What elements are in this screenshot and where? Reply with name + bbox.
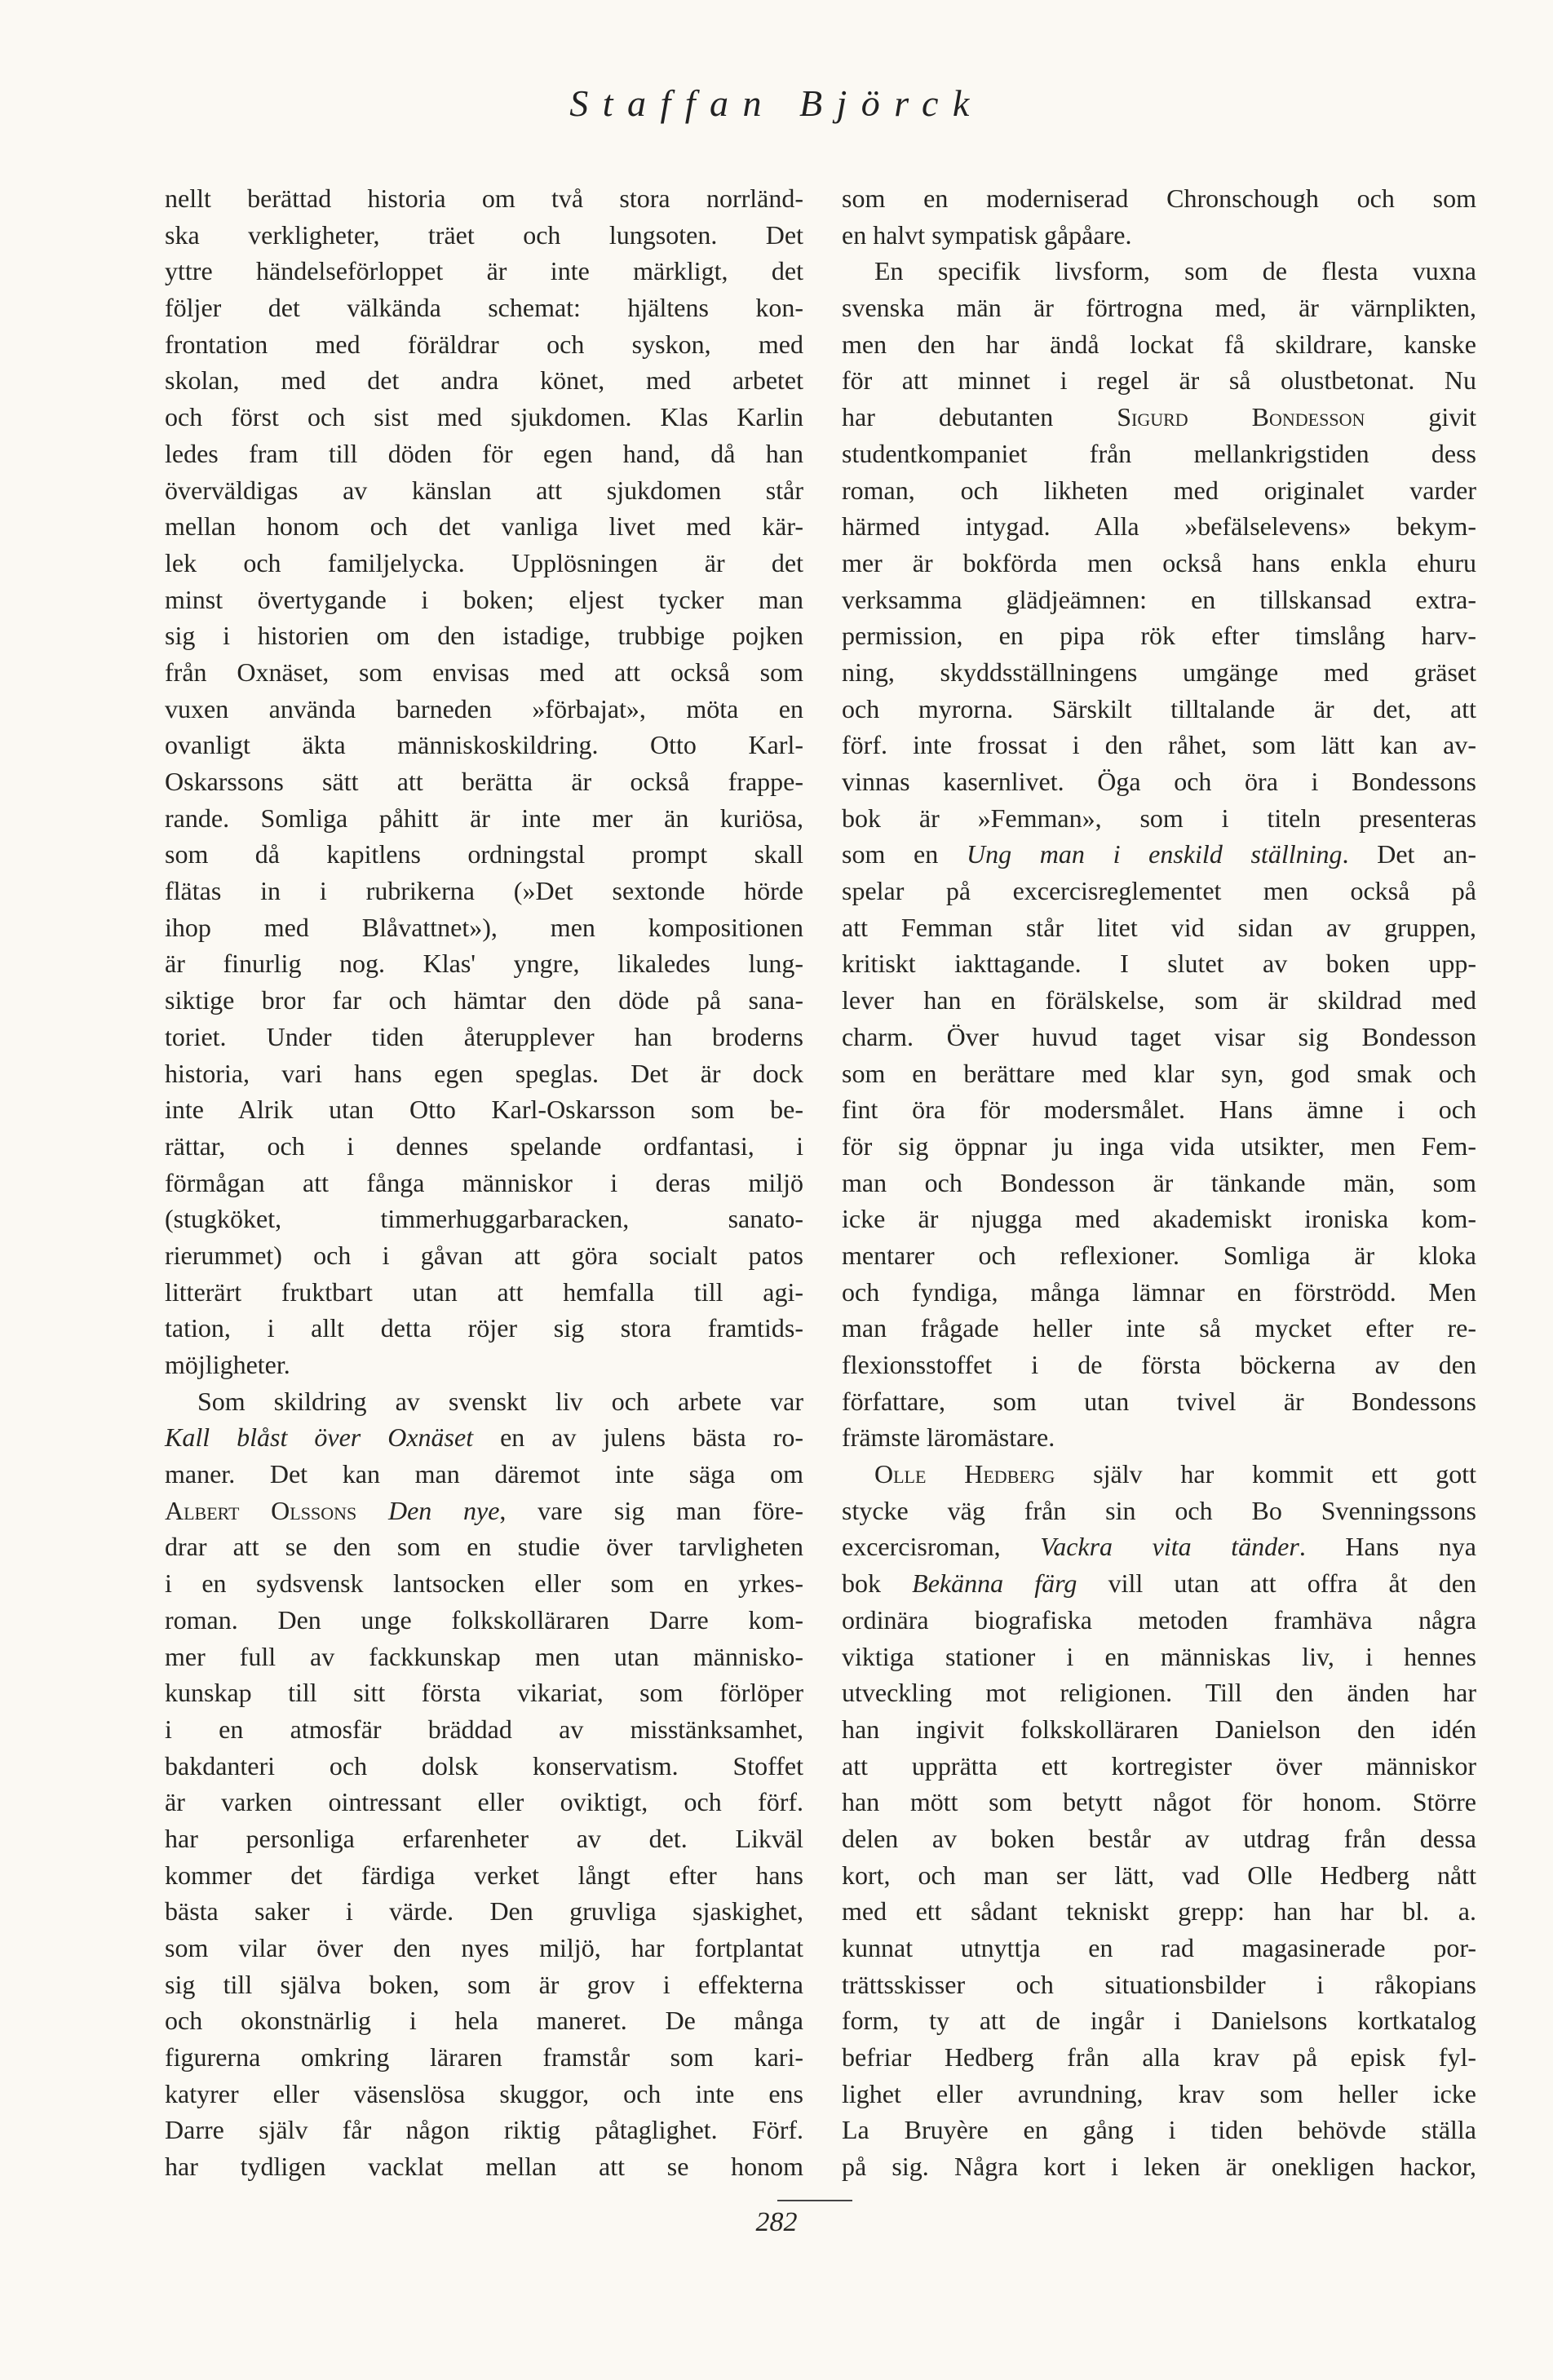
text-line: förf. inte frossat i den råhet, som lätt kan av-	[842, 730, 1476, 760]
text-line: men den har ändå lockat få skildrare, kanske	[842, 329, 1476, 359]
text-segment: bok	[842, 1568, 913, 1599]
right-column	[842, 180, 1476, 2185]
text-line: frontation med föräldrar och syskon, med	[165, 329, 803, 359]
text-line: rande. Somliga påhitt är inte mer än kuriösa,	[165, 803, 803, 833]
text-line: roman, och likheten med originalet varder	[842, 475, 1476, 505]
italic-title: Kall blåst över Oxnäset	[165, 1422, 474, 1453]
text-line: på sig. Några kort i leken är onekligen hackor,	[842, 2152, 1476, 2182]
text-line: historia, vari hans egen speglas. Det är dock	[165, 1058, 803, 1088]
text-line: att upprätta ett kortregister över människor	[842, 1750, 1476, 1781]
text-line: som en moderniserad Chronschough och som	[842, 184, 1476, 213]
text-line: verksamma glädjeämnen: en tillskansad extra-	[842, 584, 1476, 614]
text-line: studentkompaniet från mellankrigstiden dess	[842, 438, 1476, 468]
text-line: En specifik livsform, som de flesta vuxna	[874, 256, 1476, 286]
text-line: Darre själv får någon riktig påtaglighet. Förf.	[165, 2115, 803, 2145]
text-line: viktiga stationer i en människas liv, i hennes	[842, 1641, 1476, 1671]
text-line	[842, 1528, 1476, 1565]
text-line: att Femman står litet vid sidan av gruppen,	[842, 912, 1476, 942]
text-line: man frågade heller inte så mycket efter re-	[842, 1313, 1476, 1343]
paragraph	[842, 1456, 1476, 2185]
italic-title: Bekänna färg	[912, 1568, 1077, 1599]
text-line: mer full av fackkunskap men utan människo-	[165, 1641, 803, 1671]
text-line: tation, i allt detta röjer sig stora framtids-	[165, 1313, 803, 1343]
italic-title: Vackra vita tänder	[1040, 1532, 1299, 1562]
text-segment: en av julens bästa ro-	[473, 1422, 804, 1453]
text-line: rättar, och i dennes spelande ordfantasi, i	[165, 1130, 803, 1161]
paragraph	[165, 180, 803, 1383]
text-line: flexionsstoffet i de första böckerna av den	[842, 1350, 1476, 1379]
text-line: författare, som utan tvivel är Bondessons	[842, 1386, 1476, 1416]
text-line: toriet. Under tiden återupplever han broderns	[165, 1021, 803, 1051]
text-segment: , vare sig man före-	[499, 1495, 804, 1525]
text-line: kommer det färdiga verket långt efter hans	[165, 1860, 803, 1890]
text-line: ihop med Blåvattnet»), men kompositionen	[165, 912, 803, 942]
text-line: kritiskt iakttagande. I slutet av boken upp-	[842, 949, 1476, 979]
text-segment: . Hans nya	[1299, 1532, 1477, 1562]
text-line: för att minnet i regel är så olustbetonat. Nu	[842, 365, 1476, 396]
text-line: siktige bror far och hämtar den döde på sana-	[165, 985, 803, 1015]
text-line: trättsskisser och situationsbilder i råkopians	[842, 1969, 1476, 1999]
text-line: och fyndiga, många lämnar en förströdd. Men	[842, 1276, 1476, 1307]
text-line: bästa saker i värde. Den gruvliga sjaskighet,	[165, 1896, 803, 1927]
text-line	[842, 836, 1476, 873]
text-line: och först och sist med sjukdomen. Klas Karlin	[165, 402, 803, 432]
text-line	[842, 399, 1476, 436]
text-line: flätas in i rubrikerna (»Det sextonde hörde	[165, 876, 803, 906]
text-line: en halvt sympatisk gåpåare.	[842, 219, 1132, 250]
text-line: han mött som betytt något för honom. Större	[842, 1787, 1476, 1817]
text-line: vinnas kasernlivet. Öga och öra i Bondessons	[842, 767, 1476, 796]
text-line: möjligheter.	[165, 1350, 290, 1379]
text-line: som vilar över den nyes miljö, har fortplantat	[165, 1933, 803, 1962]
running-head-author: Staffan Björck	[569, 82, 984, 124]
text-line: med ett sådant tekniskt grepp: han har bl. a.	[842, 1896, 1476, 1927]
text-line: maner. Det kan man däremot inte säga om	[165, 1459, 803, 1489]
text-line: icke är njugga med akademiskt ironiska kom-	[842, 1204, 1476, 1234]
text-line: fint öra för modersmålet. Hans ämne i och	[842, 1095, 1476, 1125]
text-line	[842, 1565, 1476, 1602]
text-line: mentarer och reflexioner. Somliga är kloka	[842, 1240, 1476, 1270]
text-line: förmågan att fånga människor i deras miljö	[165, 1167, 803, 1197]
text-line: bakdanteri och dolsk konservatism. Stoffet	[165, 1750, 803, 1781]
text-line: i en sydsvensk lantsocken eller som en yrkes-	[165, 1568, 803, 1599]
text-line: lighet eller avrundning, krav som heller icke	[842, 2078, 1476, 2108]
text-line: kunnat utnyttja en rad magasinerade por-	[842, 1933, 1476, 1962]
text-line: skolan, med det andra könet, med arbetet	[165, 365, 803, 396]
text-line: ordinära biografiska metoden framhäva några	[842, 1604, 1476, 1635]
page-number-rule	[777, 2200, 852, 2201]
text-line: man och Bondesson är tänkande män, som	[842, 1167, 1476, 1197]
text-segment: själv har kommit ett gott	[1055, 1459, 1476, 1489]
text-line: Oskarssons sätt att berätta är också frappe-	[165, 767, 803, 796]
italic-title: Den nye	[387, 1495, 500, 1525]
text-line: som en berättare med klar syn, god smak och	[842, 1058, 1476, 1088]
text-line: litterärt fruktbart utan att hemfalla till agi-	[165, 1276, 803, 1307]
page-number: 282	[755, 2207, 798, 2237]
text-line: i en atmosfär bräddad av misstänksamhet,	[165, 1714, 803, 1744]
text-line: mer är bokförda men också hans enkla ehuru	[842, 547, 1476, 577]
left-column	[165, 180, 803, 2185]
text-line: härmed intygad. Alla »befälselevens» bekym-	[842, 511, 1476, 542]
text-line: för sig öppnar ju inga vida utsikter, men Fem-	[842, 1130, 1476, 1161]
text-line: (stugköket, timmerhuggarbaracken, sanato-	[165, 1204, 803, 1234]
text-line	[842, 1456, 1476, 1493]
text-line: och myrorna. Särskilt tilltalande är det, att	[842, 693, 1476, 723]
text-segment: . Det an-	[1342, 839, 1476, 869]
paragraph	[165, 1383, 803, 2185]
text-line: som då kapitlens ordningstal prompt skall	[165, 839, 803, 869]
text-line: bok är »Femman», som i titeln presenteras	[842, 803, 1476, 833]
text-line: vuxen använda barneden »förbajat», möta en	[165, 693, 803, 723]
text-line: form, ty att de ingår i Danielsons kortkatalog	[842, 2006, 1476, 2036]
text-line: nellt berättad historia om två stora norrländ-	[165, 184, 803, 213]
text-line: figurerna omkring läraren framstår som kari-	[165, 2042, 803, 2073]
text-line	[165, 1493, 803, 1529]
text-line: ska verkligheter, träet och lungsoten. Det	[165, 219, 803, 250]
text-line: är varken ointressant eller oviktigt, och förf.	[165, 1787, 803, 1817]
text-line: charm. Över huvud taget visar sig Bondesson	[842, 1021, 1476, 1051]
text-segment: vill utan att offra åt den	[1077, 1568, 1476, 1599]
text-line: ning, skyddsställningens umgänge med gräset	[842, 657, 1476, 687]
text-line: ovanligt äkta människoskildring. Otto Karl-	[165, 730, 803, 760]
author-name: Sigurd Bondesson	[1117, 402, 1365, 432]
text-line: befriar Hedberg från alla krav på episk fyl-	[842, 2042, 1476, 2073]
text-line: kort, och man ser lätt, vad Olle Hedberg nått	[842, 1860, 1476, 1890]
author-name: Albert Olssons	[165, 1495, 357, 1525]
text-line: roman. Den unge folkskolläraren Darre kom-	[165, 1604, 803, 1635]
text-line: permission, en pipa rök efter timslång harv-	[842, 621, 1476, 651]
text-line: främste läromästare.	[842, 1422, 1055, 1453]
text-line: från Oxnäset, som envisas med att också som	[165, 657, 803, 687]
text-line: lever han en förälskelse, som är skildrad med	[842, 985, 1476, 1015]
text-line: utveckling mot religionen. Till den änden har	[842, 1678, 1476, 1708]
text-segment: som en	[842, 839, 967, 869]
text-line: mellan honom och det vanliga livet med kär-	[165, 511, 803, 542]
text-line: Som skildring av svenskt liv och arbete var	[197, 1386, 803, 1416]
paragraph	[842, 253, 1476, 1456]
text-line: minst övertygande i boken; eljest tycker man	[165, 584, 803, 614]
text-segment: har debutanten	[842, 402, 1117, 432]
italic-title: Ung man i enskild ställning	[966, 839, 1343, 869]
text-line: spelar på excercisreglementet men också på	[842, 876, 1476, 906]
paragraph	[842, 180, 1476, 253]
text-line: La Bruyère en gång i tiden behövde ställa	[842, 2115, 1476, 2145]
text-line: katyrer eller väsenslösa skuggor, och inte ens	[165, 2078, 803, 2108]
text-line: sig till själva boken, som är grov i effekterna	[165, 1969, 803, 1999]
text-line: svenska män är förtrogna med, är värnplikten,	[842, 293, 1476, 323]
text-line: överväldigas av känslan att sjukdomen står	[165, 475, 803, 505]
text-line: drar att se den som en studie över tarvligheten	[165, 1532, 803, 1562]
text-line: delen av boken består av utdrag från dessa	[842, 1823, 1476, 1853]
text-line: lek och familjelycka. Upplösningen är det	[165, 547, 803, 577]
text-segment: givit	[1365, 402, 1477, 432]
text-line: har personliga erfarenheter av det. Likväl	[165, 1823, 803, 1853]
text-line: han ingivit folkskolläraren Danielson den idén	[842, 1714, 1476, 1744]
text-line	[165, 1419, 803, 1456]
text-line: och okonstnärlig i hela maneret. De många	[165, 2006, 803, 2036]
text-line: yttre händelseförloppet är inte märkligt, det	[165, 256, 803, 286]
text-line: stycke väg från sin och Bo Svenningssons	[842, 1495, 1476, 1525]
text-line: sig i historien om den istadige, trubbige pojken	[165, 621, 803, 651]
author-name: Olle Hedberg	[874, 1459, 1055, 1489]
text-line: följer det välkända schemat: hjältens kon-	[165, 293, 803, 323]
text-line: ledes fram till döden för egen hand, då han	[165, 438, 803, 468]
text-line: har tydligen vacklat mellan att se honom	[165, 2152, 803, 2182]
text-line: är finurlig nog. Klas' yngre, likaledes lung-	[165, 949, 803, 979]
text-line: inte Alrik utan Otto Karl-Oskarsson som be-	[165, 1095, 803, 1125]
text-line: kunskap till sitt första vikariat, som förlöper	[165, 1678, 803, 1708]
text-segment: excercisroman,	[842, 1532, 1041, 1562]
text-line: rierummet) och i gåvan att göra socialt patos	[165, 1240, 803, 1270]
text-segment	[356, 1496, 388, 1525]
